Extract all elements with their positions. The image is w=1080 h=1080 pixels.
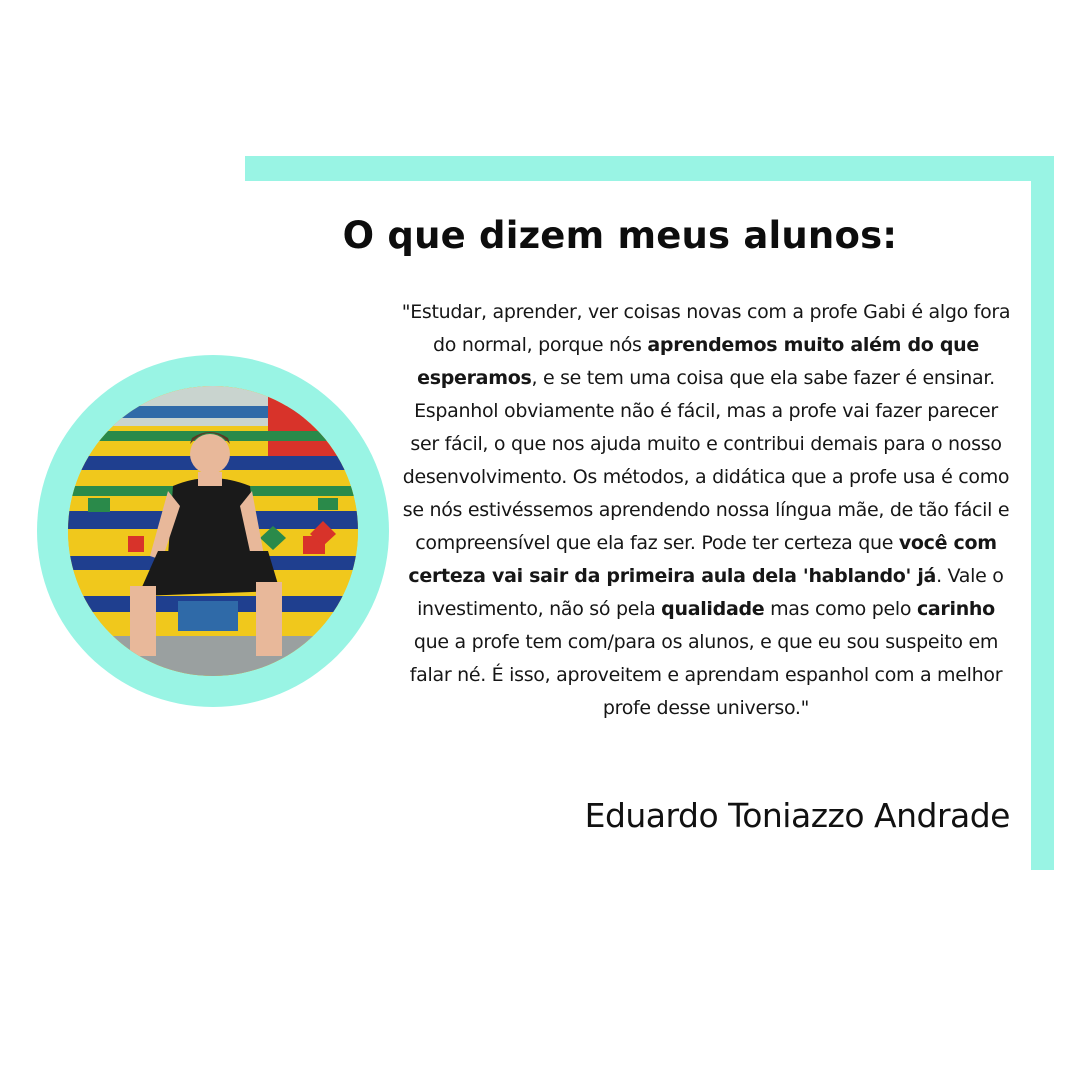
testimonial-segment: . Vale o investimento, não só pela [417,565,1004,620]
testimonial-emphasis: você com certeza vai sair da primeira aula dela 'hablando' já [408,532,997,587]
testimonial-segment: mas como pelo [764,598,917,620]
accent-bar-right [1031,156,1054,870]
testimonial-emphasis: aprendemos muito além do que esperamos [417,334,979,389]
testimonial-segment: "Estudar, aprender, ver coisas novas com a profe Gabi é algo fora do normal, porque nós [401,301,1011,356]
testimonial-text [398,296,1014,725]
testimonial-emphasis: carinho [916,598,995,620]
student-photo [68,386,358,676]
testimonial-segment: , e se tem uma coisa que ela sabe fazer é ensinar. Espanhol obviamente não é fácil, mas a profe vai fazer parecer ser fácil, o que nos ajuda muito e contribui demais para o nosso desenvolvimento. Os métodos, a didática que a profe usa é como se nós estivéssemos aprendendo nossa língua mãe, de tão fácil e compreensível que ela faz ser. Pode ter certeza que [402,367,1010,554]
student-photo-illustration [68,386,358,676]
testimonial-segment: que a profe tem com/para os alunos, e que eu sou suspeito em falar né. É isso, aproveitem e aprendam espanhol com a melhor profe desse universo." [409,631,1003,719]
page-title: O que dizem meus alunos: [342,214,898,257]
testimonial-author: Eduardo Toniazzo Andrade [584,796,1010,835]
testimonial-emphasis: qualidade [661,598,765,620]
accent-bar-top [245,156,1054,181]
